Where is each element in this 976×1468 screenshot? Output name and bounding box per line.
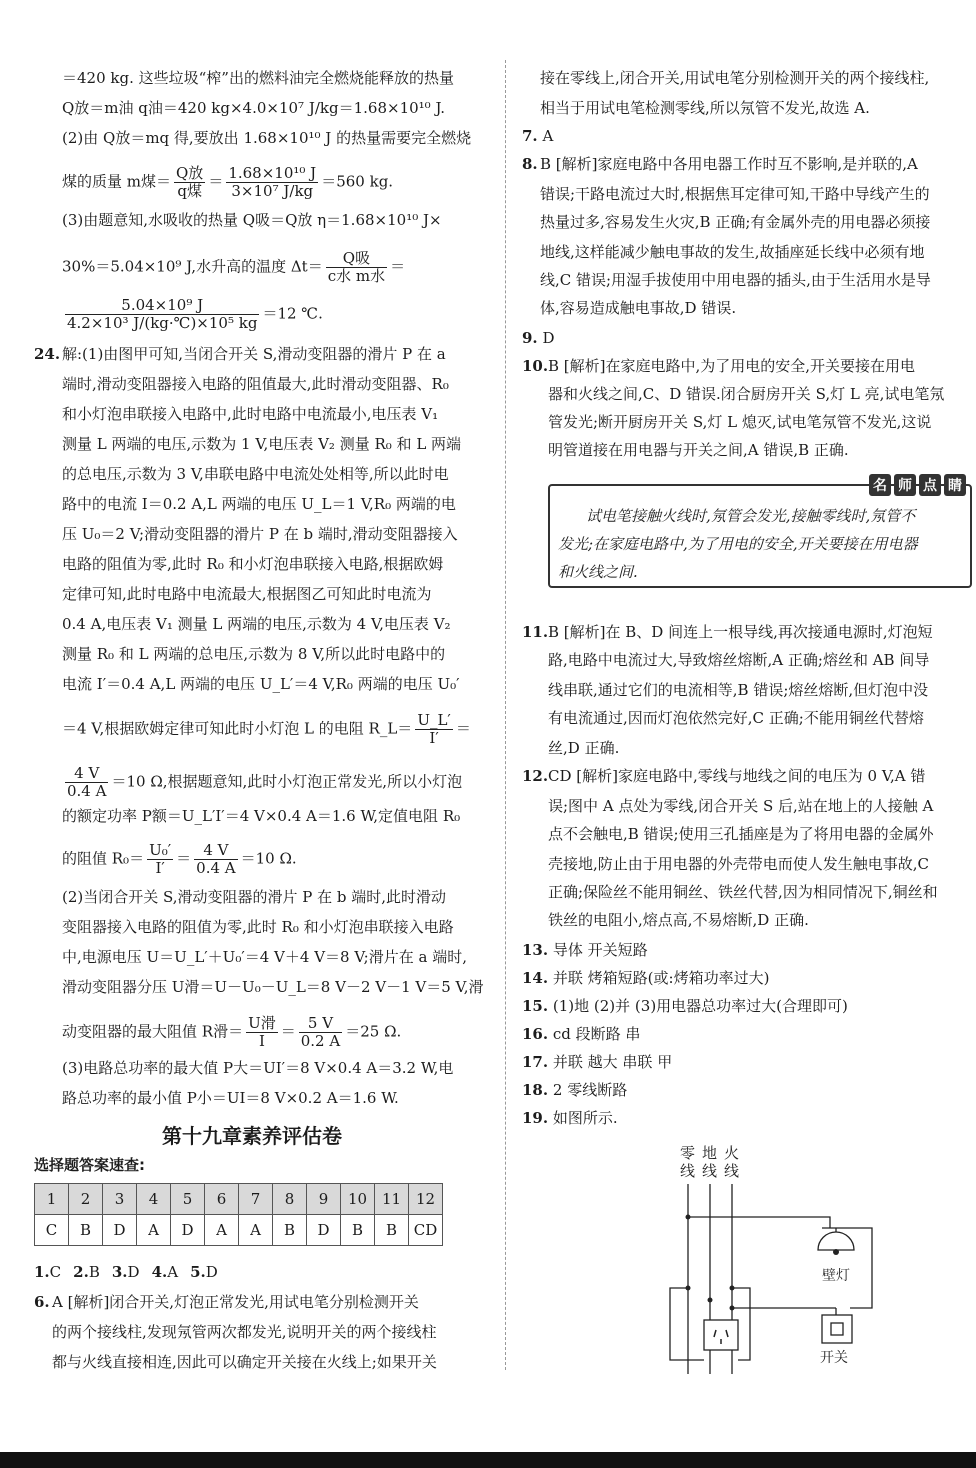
text-line: 中,电源电压 U＝U_L′＋U₀′＝4 V＋4 V＝8 V;滑片在 a 端时, <box>62 948 467 966</box>
text-line: 的两个接线柱,发现氖管两次都发光,说明开关的两个接线柱 <box>52 1323 437 1341</box>
text-line: (3)电路总功率的最大值 P大＝UI′＝8 V×0.4 A＝3.2 W,电 <box>62 1059 454 1077</box>
column-divider <box>505 60 506 1370</box>
wall-lamp-label: 壁灯 <box>822 1268 850 1284</box>
text-line: 明管道接在用电器与开关之间,A 错误,B 正确. <box>548 441 849 459</box>
tip-line: 发光;在家庭电路中,为了用电的安全,开关要接在用电器 <box>558 535 918 553</box>
text-line: A [解析]闭合开关,灯泡正常发光,用试电笔分别检测开关 <box>52 1293 419 1311</box>
table-question-number: 12 <box>409 1184 443 1215</box>
text: ＝10 Ω,根据题意知,此时小灯泡正常发光,所以小灯泡 <box>111 772 463 791</box>
answer-text: B <box>88 1263 100 1281</box>
question-number: 11. <box>522 623 549 641</box>
fraction <box>147 842 173 877</box>
table-answer: A <box>239 1215 273 1246</box>
text: 30%＝5.04×10⁹ J,水升高的温度 Δt＝ <box>62 257 323 276</box>
tip-header-char: 点 <box>919 474 941 496</box>
live-line-label-2: 线 <box>724 1162 740 1180</box>
text-line: 壳接地,防止由于用电器的外壳带电而使人发生触电事故,C <box>548 855 930 873</box>
denominator: 0.2 A <box>300 1032 341 1050</box>
table-answer: D <box>103 1215 137 1246</box>
text-line: 路,电路中电流过大,导致熔丝熔断,A 正确;熔丝和 AB 间导 <box>548 651 930 669</box>
lamp-neutral-wire <box>688 1217 830 1228</box>
numerator: 4 V <box>194 842 237 860</box>
text-line: 体,容易造成触电事故,D 错误. <box>540 299 737 317</box>
answer-15 <box>522 996 848 1016</box>
text: ＝ <box>390 257 406 276</box>
denominator: 0.4 A <box>196 859 236 877</box>
denominator: 0.4 A <box>67 782 107 800</box>
text-line: ＝420 kg. 这些垃圾“榨”出的燃料油完全燃烧能释放的热量 <box>62 69 454 87</box>
question-number: 18. <box>522 1081 549 1099</box>
text-line: 0.4 A,电压表 V₁ 测量 L 两端的电压,示数为 4 V,电压表 V₂ <box>62 615 451 633</box>
numerator: 1.68×10¹⁰ J <box>228 164 317 182</box>
fraction <box>194 842 237 877</box>
formula-line: 动变阻器的最大阻值 R滑＝ $\frac{\text{U滑}}{I}$ ＝ $\frac{5 V}{0.2 A}$ ＝25 Ω. <box>62 1014 402 1050</box>
numerator: Q吸 <box>326 250 387 268</box>
denominator: I′ <box>429 729 439 747</box>
answer-text: 并联 烤箱短路(或:烤箱功率过大) <box>552 969 770 987</box>
text-line: (2)由 Q放＝mq 得,要放出 1.68×10¹⁰ J 的热量需要完全燃烧 <box>62 129 472 147</box>
circuit-diagram <box>650 1140 910 1380</box>
text-line: 端时,滑动变阻器接入电路的阻值最大,此时滑动变阻器、R₀ <box>62 375 449 393</box>
text-line: B [解析]家庭电路中各用电器工作时互不影响,是并联的,A <box>540 155 918 173</box>
formula-line <box>62 712 471 747</box>
tip-header-char: 师 <box>894 474 916 496</box>
fraction <box>415 712 453 747</box>
text: ＝10 Ω. <box>240 849 297 868</box>
table-answer: D <box>307 1215 341 1246</box>
numerator: 5 V <box>299 1015 342 1033</box>
junction-dot <box>708 1298 713 1303</box>
answer-text: D <box>542 329 555 347</box>
text-line: 电路的阻值为零,此时 R₀ 和小灯泡串联接入电路,根据欧姆 <box>62 555 444 573</box>
table-question-number: 8 <box>273 1184 307 1215</box>
junction-dot <box>686 1215 691 1220</box>
text: ＝12 ℃. <box>262 304 323 323</box>
answer-18 <box>522 1080 627 1100</box>
answer-text: A <box>542 127 554 145</box>
numerator: 5.04×10⁹ J <box>65 297 259 315</box>
text-line: 解:(1)由图甲可知,当闭合开关 S,滑动变阻器的滑片 P 在 a <box>62 345 446 363</box>
question-number: 7. <box>522 127 538 145</box>
live-line-label-1: 火 <box>724 1144 740 1162</box>
wall-lamp-icon <box>818 1232 854 1250</box>
chapter-title: 第十九章素养评估卷 <box>162 1124 342 1148</box>
text-line: (2)当闭合开关 S,滑动变阻器的滑片 P 在 b 端时,此时滑动 <box>62 888 447 906</box>
text-line: B [解析]在 B、D 间连上一根导线,再次接通电源时,灯泡短 <box>548 623 933 641</box>
answer-table <box>34 1183 443 1246</box>
table-answer: A <box>137 1215 171 1246</box>
text-line: 地线,这样能减少触电事故的发生,故插座延长线中必须有地 <box>540 243 925 261</box>
text: ＝ <box>455 719 471 738</box>
table-question-number: 5 <box>171 1184 205 1215</box>
denominator: I′ <box>155 859 165 877</box>
tip-header-char: 睛 <box>944 474 966 496</box>
question-number: 17. <box>522 1053 549 1071</box>
answer-14 <box>522 968 769 988</box>
table-answer: B <box>273 1215 307 1246</box>
answer-19 <box>522 1108 618 1128</box>
text-line: 的总电压,示数为 3 V,串联电路中电流处处相等,所以此时电 <box>62 465 449 483</box>
question-number: 1. <box>34 1263 50 1281</box>
table-answer: CD <box>409 1215 443 1246</box>
question-number: 24. <box>34 345 61 363</box>
lamp-bulb-dot <box>833 1249 839 1255</box>
formula-line: 煤的质量 m煤＝ $\frac{\text{Q放}}{\text{q煤}}$ ＝ $\frac{\text{1.68×10¹⁰ J}}{\text{3×10⁷ J/kg}}$ ＝560 kg. <box>62 164 394 200</box>
text-line: 正确;保险丝不能用铜丝、铁丝代替,因为相同情况下,铜丝和 <box>548 883 938 901</box>
answer-17 <box>522 1052 672 1072</box>
text: ＝25 Ω. <box>345 1022 402 1041</box>
answer-text: 导体 开关短路 <box>552 941 648 959</box>
answer-7 <box>522 126 553 146</box>
table-answer: C <box>35 1215 69 1246</box>
fraction <box>326 250 387 285</box>
fraction <box>299 1015 342 1050</box>
denominator: 4.2×10³ J/(kg·℃)×10⁵ kg <box>67 314 258 332</box>
junction-dot <box>730 1286 735 1291</box>
teacher-tip-header <box>869 474 966 496</box>
numerator: U_L′ <box>417 711 451 729</box>
text-line: 相当于用试电笔检测零线,所以氖管不发光,故选 A. <box>540 99 870 117</box>
text-line: 点不会触电,B 错误;使用三孔插座是为了将用电器的金属外 <box>548 825 934 843</box>
denominator: I <box>258 1032 265 1050</box>
three-pin-socket-icon <box>704 1320 738 1350</box>
question-number: 3. <box>111 1263 128 1281</box>
table-answer: B <box>69 1215 103 1246</box>
fraction <box>246 1015 278 1050</box>
table-answer: B <box>375 1215 409 1246</box>
answer-table-answer-row <box>35 1215 443 1246</box>
text-line: 接在零线上,闭合开关,用试电笔分别检测开关的两个接线柱, <box>540 69 930 87</box>
answer-text: 如图所示. <box>552 1109 618 1127</box>
answer-text: C <box>49 1263 62 1281</box>
text: 的阻值 R₀＝ <box>62 849 145 868</box>
text-line: 变阻器接入电路的阻值为零,此时 R₀ 和小灯泡串联接入电路 <box>62 918 454 936</box>
text: ＝560 kg. <box>321 172 394 191</box>
text-line: 测量 R₀ 和 L 两端的总电压,示数为 8 V,所以此时电路中的 <box>62 645 446 663</box>
text-line: 压 U₀＝2 V;滑动变阻器的滑片 P 在 b 端时,滑动变阻器接入 <box>62 525 458 543</box>
question-number: 16. <box>522 1025 549 1043</box>
text-line: 误;图中 A 点处为零线,闭合开关 S 后,站在地上的人接触 A <box>548 797 934 815</box>
table-answer: D <box>171 1215 205 1246</box>
text-line: 铁丝的电阻小,熔点高,不易熔断,D 正确. <box>548 911 809 929</box>
question-number: 13. <box>522 941 549 959</box>
text-line: 丝,D 正确. <box>548 739 620 757</box>
text-line: 路总功率的最小值 P小＝UI＝8 V×0.2 A＝1.6 W. <box>62 1089 399 1107</box>
fraction <box>65 297 259 332</box>
text: 动变阻器的最大阻值 R滑＝ <box>62 1022 244 1041</box>
fraction <box>65 765 108 800</box>
formula-line <box>62 250 405 285</box>
text-line: 定律可知,此时电路中电流最大,根据图乙可知此时电流为 <box>62 585 432 603</box>
text-line: 错误;干路电流过大时,根据焦耳定律可知,干路中导线产生的 <box>540 185 930 203</box>
question-number: 5. <box>190 1263 206 1281</box>
answer-text: D <box>205 1263 218 1281</box>
switch-label: 开关 <box>820 1350 848 1366</box>
ground-line-label-1: 地 <box>702 1144 718 1162</box>
teacher-tip-box <box>548 478 972 588</box>
text-line: 路中的电流 I＝0.2 A,L 两端的电压 U_L＝1 V,R₀ 两端的电 <box>62 495 456 513</box>
question-number: 4. <box>151 1263 168 1281</box>
text-line: 器和火线之间,C、D 错误.闭合厨房开关 S,灯 L 亮,试电笔氖 <box>548 385 945 403</box>
numerator: Q放 <box>176 164 204 182</box>
switch-button-icon <box>831 1323 843 1335</box>
tip-header-char: 名 <box>869 474 891 496</box>
answer-16 <box>522 1024 640 1044</box>
numerator: 4 V <box>65 765 108 783</box>
page-bottom-bar <box>0 1452 976 1468</box>
tip-line: 和火线之间. <box>558 563 638 581</box>
text-line: 都与火线直接相连,因此可以确定开关接在火线上;如果开关 <box>52 1353 437 1371</box>
text-line: CD [解析]家庭电路中,零线与地线之间的电压为 0 V,A 错 <box>548 767 926 785</box>
answer-text: 2 零线断路 <box>552 1081 628 1099</box>
answer-13 <box>522 940 648 960</box>
text-line: 滑动变阻器分压 U滑＝U－U₀－U_L＝8 V－2 V－1 V＝5 V,滑 <box>62 978 484 996</box>
table-question-number: 7 <box>239 1184 273 1215</box>
formula-line: 的阻值 R₀＝ $\frac{\text{U₀′}}{I'}$ ＝ $\frac{4 V}{0.4 A}$ ＝10 Ω. <box>62 841 297 877</box>
quick-answer-title: 选择题答案速查: <box>34 1156 145 1174</box>
question-number: 8. <box>522 155 538 173</box>
text-line: 热量过多,容易发生火灾,B 正确;有金属外壳的用电器必须接 <box>540 213 931 231</box>
neutral-line-label-1: 零 <box>680 1144 696 1162</box>
answer-text: 并联 越大 串联 甲 <box>552 1053 673 1071</box>
question-number: 10. <box>522 357 549 375</box>
junction-dot <box>730 1306 735 1311</box>
text-line: (3)由题意知,水吸收的热量 Q吸＝Q放 η＝1.68×10¹⁰ J× <box>62 211 442 229</box>
text-line: 的额定功率 P额＝U_L′I′＝4 V×0.4 A＝1.6 W,定值电阻 R₀ <box>62 807 461 825</box>
question-number: 14. <box>522 969 549 987</box>
tip-line: 试电笔接触火线时,氖管会发光,接触零线时,氖管不 <box>586 507 916 525</box>
denominator: q煤 <box>177 182 202 200</box>
denominator: c水 m水 <box>327 267 386 285</box>
fraction <box>226 165 318 200</box>
table-answer: B <box>341 1215 375 1246</box>
junction-dot <box>686 1286 691 1291</box>
question-number: 2. <box>73 1263 89 1281</box>
table-question-number: 1 <box>35 1184 69 1215</box>
question-number: 12. <box>522 767 549 785</box>
table-question-number: 4 <box>137 1184 171 1215</box>
text-line: 电流 I′＝0.4 A,L 两端的电压 U_L′＝4 V,R₀ 两端的电压 U₀′ <box>62 675 460 693</box>
lamp-switch-wire <box>850 1228 872 1308</box>
answers-1-to-5 <box>34 1262 230 1282</box>
table-question-number: 2 <box>69 1184 103 1215</box>
text: ＝4 V,根据欧姆定律可知此时小灯泡 L 的电阻 R_L＝ <box>62 719 413 738</box>
question-number: 15. <box>522 997 549 1015</box>
table-question-number: 11 <box>375 1184 409 1215</box>
table-question-number: 9 <box>307 1184 341 1215</box>
answer-text: (1)地 (2)并 (3)用电器总功率过大(合理即可) <box>552 997 848 1015</box>
neutral-line-label-2: 线 <box>680 1162 696 1180</box>
text-line: 测量 L 两端的电压,示数为 1 V,电压表 V₂ 测量 R₀ 和 L 两端 <box>62 435 462 453</box>
table-question-number: 10 <box>341 1184 375 1215</box>
text-line: 有电流通过,因而灯泡依然完好,C 正确;不能用铜丝代替熔 <box>548 709 924 727</box>
text-line: 线,C 错误;用湿手拔使用中用电器的插头,由于生活用水是导 <box>540 271 931 289</box>
question-number: 19. <box>522 1109 549 1127</box>
table-question-number: 6 <box>205 1184 239 1215</box>
text-line: B [解析]在家庭电路中,为了用电的安全,开关要接在用电 <box>548 357 916 375</box>
answer-text: cd 段断路 串 <box>552 1025 641 1043</box>
answer-text: A <box>167 1263 179 1281</box>
text-line: 和小灯泡串联接入电路中,此时电路中电流最小,电压表 V₁ <box>62 405 439 423</box>
table-question-number: 3 <box>103 1184 137 1215</box>
numerator: U滑 <box>248 1014 276 1032</box>
text-line: Q放＝m油 q油＝420 kg×4.0×10⁷ J/kg＝1.68×10¹⁰ J. <box>62 99 446 117</box>
answer-table-header-row <box>35 1184 443 1215</box>
formula-line <box>62 297 323 332</box>
text: 煤的质量 m煤＝ <box>62 172 171 191</box>
text-line: 线串联,通过它们的电流相等,B 错误;熔丝熔断,但灯泡中没 <box>548 681 929 699</box>
socket-neutral-wire <box>670 1288 704 1360</box>
denominator: 3×10⁷ J/kg <box>231 182 314 200</box>
table-answer: A <box>205 1215 239 1246</box>
answer-text: D <box>127 1263 140 1281</box>
question-number: 6. <box>34 1293 50 1311</box>
formula-line <box>62 765 462 800</box>
question-number: 9. <box>522 329 538 347</box>
fraction <box>174 165 205 200</box>
ground-line-label-2: 线 <box>702 1162 718 1180</box>
numerator: U₀′ <box>149 841 172 859</box>
text-line: 管发光;断开厨房开关 S,灯 L 熄灭,试电笔氖管不发光,这说 <box>548 413 932 431</box>
answer-9 <box>522 328 554 348</box>
